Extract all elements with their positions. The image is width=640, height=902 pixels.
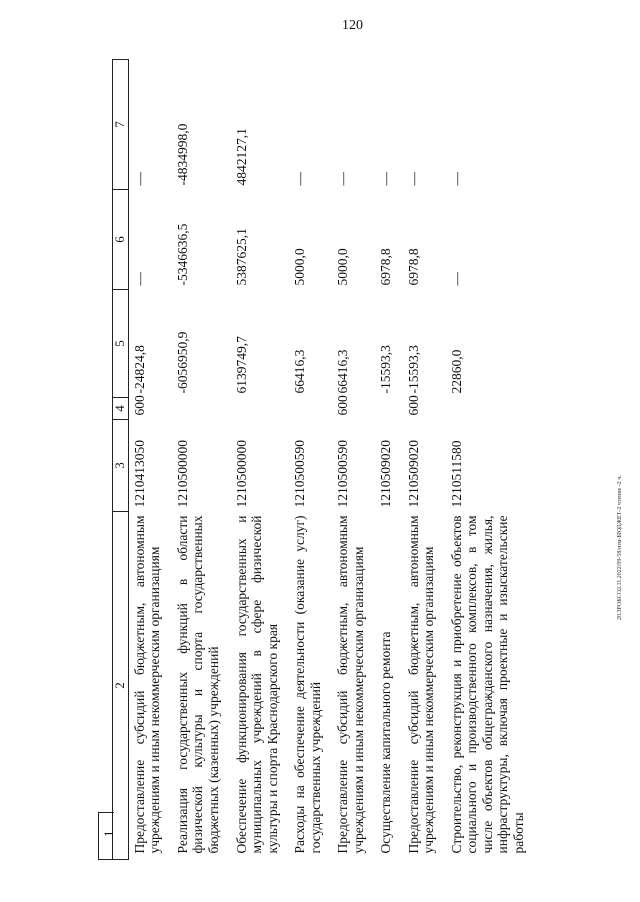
col-header-1-cell [98, 812, 114, 860]
row-expense-type: 600 [405, 395, 421, 416]
row-code: 1210500000 [174, 440, 190, 508]
col-header-3: 3 [113, 420, 129, 512]
table-row [231, 60, 290, 860]
row-description: Расходы на обеспечение деятельности (оказание услуг) государственных учреждений [292, 515, 323, 854]
row-value-col7: -4834998,0 [174, 123, 190, 186]
row-value-col6: 5000,0 [335, 248, 351, 286]
row-code: 1210500590 [292, 440, 308, 508]
row-description: Предоставление субсидий бюджетным, автономным учреждениям и иным некоммерческим организациям [131, 515, 163, 854]
row-expense-type [289, 398, 332, 420]
row-description: Предоставление субсидий бюджетным, автономным учреждениям и иным некоммерческим организациям [405, 515, 437, 854]
budget-table [112, 59, 535, 860]
row-value-col7: — [405, 172, 421, 186]
row-expense-type: 600 [335, 395, 351, 416]
row-code: 1210413050 [131, 440, 147, 508]
row-value-col5: -6056950,9 [174, 331, 190, 394]
row-value-col5: -15593,3 [405, 345, 421, 394]
table-header-row [113, 60, 129, 860]
row-value-col6: -5346636,5 [174, 223, 190, 286]
row-expense-type [231, 398, 290, 420]
row-value-col6: 6978,8 [405, 248, 421, 286]
row-value-col7: — [292, 172, 308, 186]
row-code: 1210500000 [233, 440, 249, 508]
row-value-col5: -15593,3 [378, 345, 394, 394]
row-expense-type [446, 398, 536, 420]
row-value-col6: 5387625,1 [233, 228, 249, 286]
row-code: 1210509020 [405, 440, 421, 508]
col-header-4: 4 [113, 398, 129, 420]
row-value-col5: 6139749,7 [233, 336, 249, 394]
row-value-col6: — [448, 272, 464, 286]
row-value-col7: — [335, 172, 351, 186]
row-expense-type [375, 398, 403, 420]
row-expense-type [172, 398, 231, 420]
row-expense-type: 600 [131, 395, 147, 416]
row-value-col6: — [131, 272, 147, 286]
row-description: Предоставление субсидий бюджетным, автономным учреждениям и иным некоммерческим организациям [335, 515, 366, 854]
row-value-col6: 5000,0 [292, 248, 308, 286]
row-value-col5: -24824,8 [131, 345, 147, 394]
document-footer-note: 20.ЗРОБСО2.11.2022/09-58/изм-БЮДЖЕТ-2 чтение -2 ч. [617, 475, 623, 620]
row-value-col5: 22860,0 [448, 349, 464, 394]
page-number: 120 [342, 18, 363, 33]
row-value-col5: 66416,3 [335, 349, 351, 394]
table-row [128, 60, 172, 860]
row-value-col7: — [378, 172, 394, 186]
row-description: Строительство, реконструкция и приобретение объектов социального и производственного комплексов, в том числе объектов общегражданского назначения, жилья, инфраструктуры, включая проектные и изыскательские работы [448, 515, 526, 854]
table-row [375, 60, 403, 860]
row-code: 1210500590 [335, 440, 351, 508]
row-value-col7: 4842127,1 [233, 128, 249, 186]
table-row [446, 60, 536, 860]
col-header-5: 5 [113, 290, 129, 398]
row-code: 1210509020 [378, 440, 394, 508]
rotated-document [112, 60, 602, 860]
table-row [403, 60, 446, 860]
row-value-col7: — [131, 172, 147, 186]
table-row [332, 60, 375, 860]
col-header-2: 2 [113, 512, 129, 860]
row-description: Осуществление капитального ремонта [378, 631, 394, 854]
row-code: 1210511580 [448, 440, 464, 508]
row-description: Обеспечение функционирования государственных и муниципальных учреждений в сфере физической культуры и спорта Краснодарского края [233, 515, 280, 854]
row-value-col6: 6978,8 [378, 248, 394, 286]
col-header-6: 6 [113, 190, 129, 290]
row-value-col7: — [448, 172, 464, 186]
row-description: Реализация государственных функций в области физической культуры и спорта государственных бюджетных (казенных) учреждений [174, 515, 221, 854]
table-row [172, 60, 231, 860]
table-row [289, 60, 332, 860]
col-header-1: 1 [101, 830, 116, 837]
col-header-7: 7 [113, 60, 129, 190]
row-value-col5: 66416,3 [292, 349, 308, 394]
